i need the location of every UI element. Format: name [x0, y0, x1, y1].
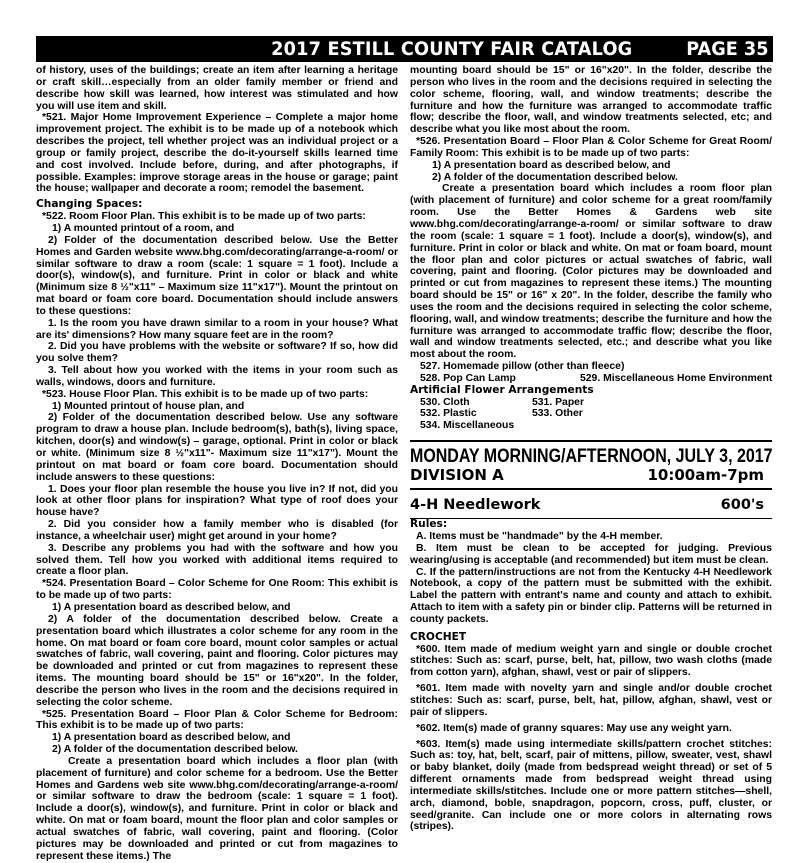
division-time: 10:00am-7pm — [647, 466, 764, 485]
entry-532: 532. Plastic — [420, 408, 477, 420]
entry-522-part-2: 2) Folder of the documentation described below. Use the Better Homes and Garden website www.bhg.com/decorating/arrange-a-room/ or similar software to draw a room (scale: 1 square = 1 foot). Include a door(s), window(s), and furniture. Print in color or black and white (Minimum size 8 ½"x11" – Maximum size 11"x17"). Mount the printout on mat board or foam core board. Documentation should include answers to these questions: — [36, 234, 398, 317]
entry-526-description: Create a presentation board which includes a room floor plan (with placement of furniture) and color scheme for a great room/family room. Use the Better Homes & Gardens web site www.bhg.com/decorating/arrange-a-room/ or similar software to draw the room (scale: 1 square = 1 foot). Include a door(s), window(s), and furniture. Print in color or black and white. On mat or foam board, mount the floor plan and color pictures or actual swatches of fabric, wall covering, paint and flooring. (Color pictures may be downloaded and printed or cut from magazines to represent these items.) The mounting board should be 15" or 16" x 20". In the folder, describe the family who uses the room and the decisions required in selecting the color scheme, flooring, wall, and window treatments; describe the furniture and how the furniture was arranged to accommodate traffic flow; describe the floor, wall and window treatments selected, etc.; and describe what you like most about the room. — [410, 183, 772, 361]
entry-523-part-1: 1) Mounted printout of house plan, and — [52, 400, 245, 412]
entry-526-part-1: 1) A presentation board as described below, and — [432, 159, 671, 171]
entry-525-part-1: 1) A presentation board as described below, and — [52, 732, 291, 744]
entry-527: 527. Homemade pillow (other than fleece) — [420, 361, 625, 373]
section-heading-artificial-flowers: Artificial Flower Arrangements — [410, 383, 594, 396]
entry-529: 529. Miscellaneous Home Environment — [580, 372, 773, 384]
division-line — [410, 466, 772, 484]
entry-row — [410, 373, 772, 385]
entry-525: *525. Presentation Board – Floor Plan & Color Scheme for Bedroom: This exhibit is to be made up of two parts: — [36, 708, 398, 732]
rule-c: C. If the pattern/instructions are not from the Kentucky 4-H Needlework Notebook, a copy of the pattern must be submitted with the exhibit. Label the pattern with entrant's name and county and attach to exhibit. Attach to item with a safety pin or binder clip. Patterns will be returned in county packets. — [410, 566, 772, 625]
section-heading-changing-spaces: Changing Spaces: — [36, 198, 143, 211]
entry-528: 528. Pop Can Lamp — [420, 372, 516, 384]
entry-534: 534. Miscellaneous — [420, 420, 515, 432]
page-number: PAGE 35 — [686, 38, 769, 60]
right-column — [410, 65, 772, 833]
catalog-title: 2017 ESTILL COUNTY FAIR CATALOG — [271, 38, 633, 60]
rule-b: B. Item must be clean to be accepted for judging. Previous wearing/using is acceptable (and recommended) but item must be clean. — [410, 542, 772, 566]
entry-530: 530. Cloth — [420, 396, 470, 408]
section-heading-crochet: CROCHET — [410, 630, 467, 643]
entry-521: *521. Major Home Improvement Experience – Complete a major home improvement project. The exhibit is to be made up of a notebook which describes the project, tell whether project was an individual project or a group or family project, describe the do-it-yourself skills learned time and cost involved. Include before, during, and after photographs, if possible. Examples: improve storage areas in the house or garage; paint the house; wallpaper and decorate a room; remodel the basement. — [36, 112, 398, 195]
division-label: DIVISION A — [410, 466, 504, 485]
paragraph: mounting board should be 15" or 16"x20". In the folder, describe the person who lives in the room and the decisions required in selecting the color scheme, flooring, wall, and window treatments; describe the furniture and how the furniture was arranged to accommodate traffic flow; describe the floor, wall, and window treatments selected, etc; and describe what you like most about the room. — [410, 65, 772, 136]
rule-a: A. Items must be "handmade" by the 4-H member. — [416, 531, 663, 542]
entry-602: *602. Item(s) made of granny squares: May use any weight yarn. — [416, 722, 732, 734]
entry-524-part-2: 2) A folder of the documentation described below. Create a presentation board which illustrates a color scheme for any room in the home. On mat board or foam core board, mount color samples or actual swatches of fabric, wall covering, paint and flooring. Color pictures may be downloaded and printed or cut from magazines to represent these items. The mounting board should be 15" or 16"x20". In the folder, describe the person who lives in the room and the decisions required in selecting the color scheme. — [36, 613, 398, 708]
divider — [410, 488, 772, 490]
entry-526: *526. Presentation Board – Floor Plan & Color Scheme for Great Room/ Family Room: This exhibit is to be made up of two parts: — [410, 136, 772, 159]
entry-522: *522. Room Floor Plan. This exhibit is to be made up of two parts: — [42, 211, 366, 223]
schedule-day-heading: MONDAY MORNING/AFTERNOON, JULY 3, 2017 — [410, 445, 773, 468]
department-name: 4-H Needlework — [410, 496, 541, 513]
department-number: 600's — [720, 496, 764, 513]
entry-524-part-1: 1) A presentation board as described below, and — [52, 601, 291, 613]
paragraph: of history, uses of the buildings; create an item after learning a heritage or craft skill…especially from an older family member or friend and describe how skill was learned, how interest was stimulated and how you will use item and skill. — [36, 65, 398, 112]
entry-525-description: Create a presentation board which includes a floor plan (with placement of furniture) and color scheme for a bedroom. Use the Better Homes and Gardens web site www.bhg.com/decorating/arrange-a-room/ or similar software to draw the bedroom (scale: 1 square = 1 foot). Include a door(s), window(s), and furniture. Print in color or black and white. On mat or foam board, mount the floor plan and color samples or actual swatches of fabric, wall covering, paint and flooring. (Color pictures may be downloaded and printed or cut from magazines to represent these items.) The — [36, 755, 398, 862]
entry-533: 533. Other — [532, 408, 583, 420]
entry-523: *523. House Floor Plan. This exhibit is to be made up of two parts: — [42, 388, 369, 400]
divider — [410, 440, 772, 442]
entry-522-question-1: 1. Is the room you have drawn similar to a room in your house? What are its' dimensions? How many square feet are in the room? — [36, 317, 398, 341]
entry-row — [410, 397, 772, 409]
entry-522-question-2: 2. Did you have problems with the website or software? If so, how did you solve them? — [36, 341, 398, 365]
entry-524: *524. Presentation Board – Color Scheme for One Room: This exhibit is to be made up of two parts: — [36, 578, 398, 602]
entry-row — [410, 408, 772, 420]
page-header — [36, 36, 773, 62]
entry-523-question-1: 1. Does your floor plan resemble the house you live in? If not, did you look at other floor plans for inspiration? What type of roof does your house have? — [36, 483, 398, 519]
left-column — [36, 65, 398, 863]
entry-522-question-3: 3. Tell about how you worked with the items in your room such as walls, windows, doors and furniture. — [36, 365, 398, 388]
entry-531: 531. Paper — [532, 396, 584, 408]
entry-523-question-2: 2. Did you consider how a family member who is disabled (for instance, a wheelchair user) might get around in your home? — [36, 519, 398, 542]
entry-600: *600. Item made of medium weight yarn and single or double crochet stitches: Such as: scarf, purse, belt, hat, pillow, two wash cloths (made from cotton yarn), afghan, shawl, vest or pair of slippers. — [410, 643, 772, 679]
entry-523-question-3: 3. Describe any problems you had with the software and how you solved them. Tell how you worked with additional items required to create a floor plan. — [36, 542, 398, 578]
entry-526-part-2: 2) A folder of the documentation described below. — [432, 171, 678, 183]
entry-603: *603. Item(s) made using intermediate skills/pattern crochet stitches: Such as: toy, hat, belt, scarf, pair of mittens, pillow, sweater, vest, shawl or baby blanket, doily (made from bedspread weight thread) or set of 5 different ornaments made from bedspread weight thread using intermediate skills/stitches. Include one or more pattern stitches—shell, arch, diamond, boble, snapdragon, popcorn, cross, puff, cluster, or seed/granite. Can include one or more colors in alternating rows (stripes). — [410, 738, 772, 833]
department-line — [410, 496, 772, 514]
entry-523-part-2: 2) Folder of the documentation described below. Use any software program to draw a house plan. Include bedroom(s), bath(s), living space, kitchen, door(s) and window(s) – garage, optional. Print in color or black or white. (Minimum size 8 ½"x11"- Maximum size 11"x17"). Mount the printout on mat board or foam core board. Documentation should include answers to these questions: — [36, 412, 398, 483]
entry-522-part-1: 1) A mounted printout of a room, and — [52, 222, 235, 234]
rules-heading: Rules: — [410, 518, 448, 531]
entry-525-part-2: 2) A folder of the documentation described below. — [52, 744, 298, 756]
entry-601: *601. Item made with novelty yarn and single and/or double crochet stitches: Such as: scarf, purse, belt, hat, pillow, afghan, shawl, vest or pair of slippers. — [410, 683, 772, 718]
